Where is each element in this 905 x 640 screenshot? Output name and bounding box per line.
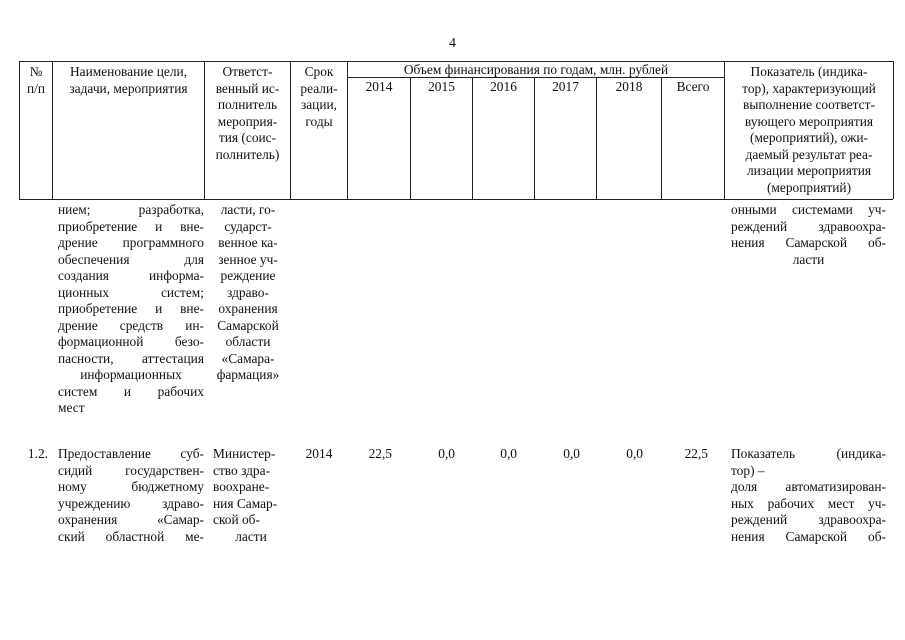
row-name-line: учреждению здраво- xyxy=(58,495,204,511)
cont-ind-line: ласти xyxy=(792,251,825,267)
header-year-total: Всего xyxy=(676,79,710,94)
row-1-2-value-2016: 0,0 xyxy=(500,446,517,461)
row-resp-line: ство здра- xyxy=(213,462,271,478)
header-year-2017: 2017 xyxy=(552,79,579,94)
cont-resp-line: зенное уч- xyxy=(218,251,278,267)
cont-name-line: мест xyxy=(58,400,85,415)
row-ind-line: ных рабочих мест уч- xyxy=(731,495,886,511)
row-ind-line: нения Самарской об- xyxy=(731,528,886,544)
cont-resp-line: сударст- xyxy=(224,218,272,234)
row-1-2-term: 2014 xyxy=(305,446,333,461)
row-resp-line: Министер- xyxy=(213,446,276,461)
cont-resp-line: «Самара- xyxy=(221,350,275,366)
cont-name-line: приобретение и вне- xyxy=(58,301,204,316)
row-1-2-value-2015: 0,0 xyxy=(438,446,455,461)
cont-ind-line: реждений здравоохра- xyxy=(731,218,886,234)
row-ind-line: доля автоматизирован- xyxy=(731,479,886,494)
row-1-2-num: 1.2. xyxy=(27,446,48,461)
header-year-2018: 2018 xyxy=(615,79,643,94)
row-resp-line: ласти xyxy=(235,528,267,544)
cont-name-line: создания информа- xyxy=(58,268,204,283)
continuation-indicator xyxy=(731,202,886,268)
cont-name-line: ционных систем; xyxy=(58,284,204,300)
header-indicator: Показатель (индика- тор), характеризующий выполнение соответст- вующего мероприятия (мероприятий), ожи- даемый результат реа- лизации мероприятия (мероприятий) xyxy=(742,64,876,195)
header-num: № п/п xyxy=(26,64,46,96)
header-name: Наименование цели, задачи, мероприятия xyxy=(69,64,188,96)
row-name-line: ский областной ме- xyxy=(58,528,204,544)
cont-ind-line: онными системами уч- xyxy=(731,202,886,217)
cont-name-line: обеспечения для xyxy=(58,251,204,267)
cont-resp-line: ласти, го- xyxy=(220,202,276,217)
col-border-total xyxy=(724,61,725,199)
cont-name-line: дрение средств ин- xyxy=(58,317,204,333)
cont-resp-line: здраво- xyxy=(227,284,269,300)
cont-ind-line: нения Самарской об- xyxy=(731,235,886,250)
header-responsible: Ответст- венный ис- полнитель мероприя- тия (соис- полнитель) xyxy=(215,64,280,162)
cont-resp-line: венное ка- xyxy=(218,235,278,250)
cont-resp-line: Самарской xyxy=(217,317,279,333)
cont-name-line: пасности, аттестация xyxy=(58,350,204,366)
cont-name-line: приобретение и вне- xyxy=(58,218,204,234)
row-ind-line: тор) – xyxy=(731,462,765,478)
cont-name-line: формационной безо- xyxy=(58,334,204,349)
cont-resp-line: фармация» xyxy=(216,367,280,382)
row-name-line: Предоставление суб- xyxy=(58,446,204,461)
row-1-2-value-total: 22,5 xyxy=(684,446,708,461)
row-1-2-value-2017: 0,0 xyxy=(563,446,580,461)
cont-name-line: информационных xyxy=(80,367,182,382)
continuation-name xyxy=(58,202,204,417)
page-number: 4 xyxy=(449,36,456,51)
row-ind-line: реждений здравоохра- xyxy=(731,512,886,527)
continuation-responsible xyxy=(208,202,288,384)
row-1-2-value-2018: 0,0 xyxy=(626,446,643,461)
row-name-line: ному бюджетному xyxy=(58,479,204,494)
header-bottom-border xyxy=(19,199,893,200)
header-year-2015: 2015 xyxy=(428,79,455,94)
row-1-2-name xyxy=(58,446,204,545)
row-1-2-indicator xyxy=(731,446,886,545)
row-ind-line: Показатель (индика- xyxy=(731,446,886,461)
row-resp-line: ния Самар- xyxy=(213,495,278,511)
row-name-line: охранения «Самар- xyxy=(58,512,204,527)
header-year-2014: 2014 xyxy=(365,79,393,94)
cont-name-line: нием; разработка, xyxy=(58,202,204,217)
row-1-2-value-2014: 22,5 xyxy=(368,446,392,461)
row-name-line: сидий государствен- xyxy=(58,462,204,478)
row-resp-line: воохране- xyxy=(213,479,270,494)
cont-name-line: систем и рабочих xyxy=(58,383,204,399)
header-finance: Объем финансирования по годам, млн. рублей xyxy=(403,62,669,77)
row-resp-line: ской об- xyxy=(213,512,260,527)
cont-resp-line: реждение xyxy=(220,268,276,283)
col-border-right xyxy=(893,61,894,199)
cont-resp-line: области xyxy=(225,334,271,349)
header-year-2016: 2016 xyxy=(490,79,517,94)
row-1-2-responsible xyxy=(213,446,289,545)
header-term: Срок реали- зации, годы xyxy=(300,64,338,129)
cont-resp-line: охранения xyxy=(218,301,278,316)
cont-name-line: дрение программного xyxy=(58,235,204,250)
